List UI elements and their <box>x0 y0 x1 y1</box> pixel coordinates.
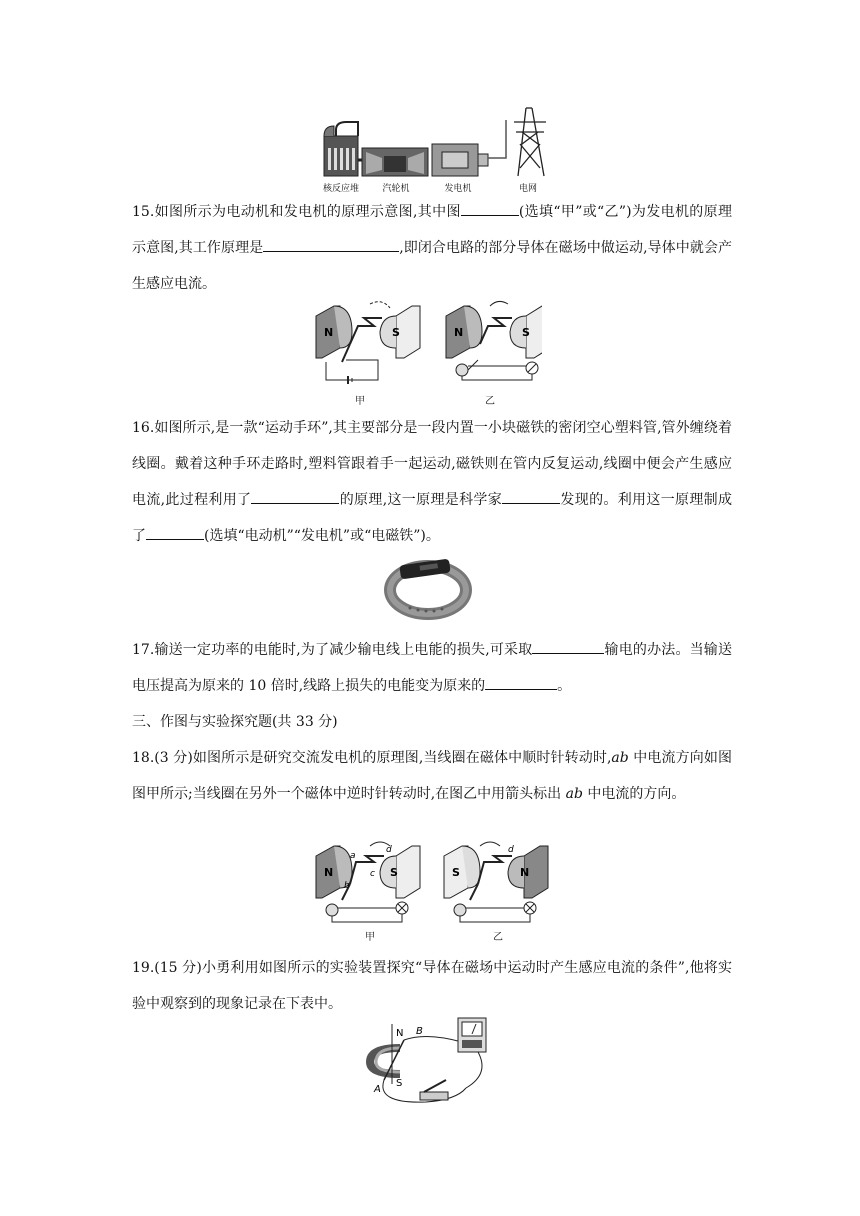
fitness-band-drawing <box>380 550 480 620</box>
question-15 <box>132 194 732 302</box>
letter-b: b <box>344 881 350 891</box>
diagram-yi <box>446 301 542 380</box>
label-reactor: 核反应堆 <box>322 184 359 194</box>
question-17 <box>132 632 732 704</box>
q18-text-2: 中电流方向如图图甲所示;当线圈在另外一个磁体中逆时针转动时,在图乙中用箭头标出 <box>132 750 732 802</box>
letter-d: d <box>386 845 392 855</box>
q16-text-3: 发现的。利用这一原理制成了 <box>132 492 733 544</box>
q18-ab-2: ab <box>565 786 583 802</box>
q17-text-2: 输电的办法。当输送电压提高为原来的 10 倍时,线路上损失的电能变为原来的 <box>132 642 732 694</box>
q16-blank-3[interactable] <box>146 525 204 540</box>
point-a-label: A <box>374 1084 381 1095</box>
ac-caption-jia: 甲 <box>365 932 375 943</box>
letter-a: a <box>350 851 356 861</box>
jia-right-pole: S <box>392 326 400 339</box>
ac-yi-left-pole: S <box>452 866 460 879</box>
q16-blank-2[interactable] <box>502 489 560 504</box>
letter-d-yi: d <box>508 845 514 855</box>
yi-right-pole: S <box>522 326 530 339</box>
q18-text-1: 18.(3 分)如图所示是研究交流发电机的原理图,当线圈在磁体中顺时针转动时, <box>132 750 612 766</box>
jia-left-pole: N <box>324 326 334 339</box>
q16-text-4: (选填“电动机”“发电机”或“电磁铁”)。 <box>204 528 440 544</box>
q16-blank-1[interactable] <box>251 489 339 504</box>
ac-jia-left-pole: N <box>324 866 334 879</box>
ac-jia-right-pole: S <box>390 866 398 879</box>
label-turbine: 汽轮机 <box>382 184 410 194</box>
question-18 <box>132 740 732 812</box>
label-generator: 发电机 <box>444 184 472 194</box>
ac-yi-right-pole: N <box>520 866 530 879</box>
q19-text: 19.(15 分)小勇利用如图所示的实验装置探究“导体在磁场中运动时产生感应电流的条件”,他将实验中观察到的现象记录在下表中。 <box>132 960 732 1012</box>
q15-blank-1[interactable] <box>461 201 519 216</box>
q17-text-1: 17.输送一定功率的电能时,为了减少输电线上电能的损失,可采取 <box>132 642 533 658</box>
induction-experiment-diagram <box>366 1014 506 1110</box>
q15-text-1: 15.如图所示为电动机和发电机的原理示意图,其中图 <box>132 204 461 220</box>
ac-diagram-yi <box>444 842 548 922</box>
magnet-n-label: N <box>396 1028 404 1039</box>
q15-blank-2[interactable] <box>263 237 399 252</box>
q17-text-3: 。 <box>557 678 572 694</box>
question-19 <box>132 950 732 1022</box>
ac-diagram-jia <box>316 842 420 922</box>
diagram-jia <box>316 302 420 384</box>
q18-ab-1: ab <box>611 750 629 766</box>
power-plant-figure <box>318 100 558 196</box>
caption-jia: 甲 <box>355 396 365 407</box>
question-16 <box>132 410 732 554</box>
q17-blank-1[interactable] <box>532 639 604 654</box>
q16-text-2: 的原理,这一原理是科学家 <box>339 492 503 508</box>
label-grid: 电网 <box>518 184 537 194</box>
point-b-label: B <box>416 1026 423 1037</box>
caption-yi: 乙 <box>485 396 495 407</box>
q16-text-1: 16.如图所示,是一款“运动手环”,其主要部分是一段内置一小块磁铁的密闭空心塑料管,管外缠绕着线圈。戴着这种手环走路时,塑料管跟着手一起运动,磁铁则在管内反复运动,线圈中便会产生感应电流,此过程利用了 <box>132 420 732 508</box>
q15-text-3: ,即闭合电路的部分导体在磁场中做运动,导体中就会产生感应电流。 <box>132 240 732 292</box>
q18-text-3: 中电流的方向。 <box>582 786 686 802</box>
section-3-heading: 三、作图与实验探究题(共 33 分) <box>132 714 338 730</box>
yi-left-pole: N <box>454 326 464 339</box>
q15-text-2: (选填“甲”或“乙”)为发电机的原理示意图,其工作原理是 <box>132 204 732 256</box>
magnet-s-label: S <box>396 1078 403 1089</box>
motor-generator-figure <box>312 296 542 408</box>
letter-c: c <box>370 869 375 879</box>
fitness-band-image <box>380 550 480 620</box>
q17-blank-2[interactable] <box>485 675 557 690</box>
ac-generator-figure <box>312 836 552 944</box>
induction-experiment-figure <box>366 1014 506 1110</box>
ac-caption-yi: 乙 <box>493 932 503 943</box>
